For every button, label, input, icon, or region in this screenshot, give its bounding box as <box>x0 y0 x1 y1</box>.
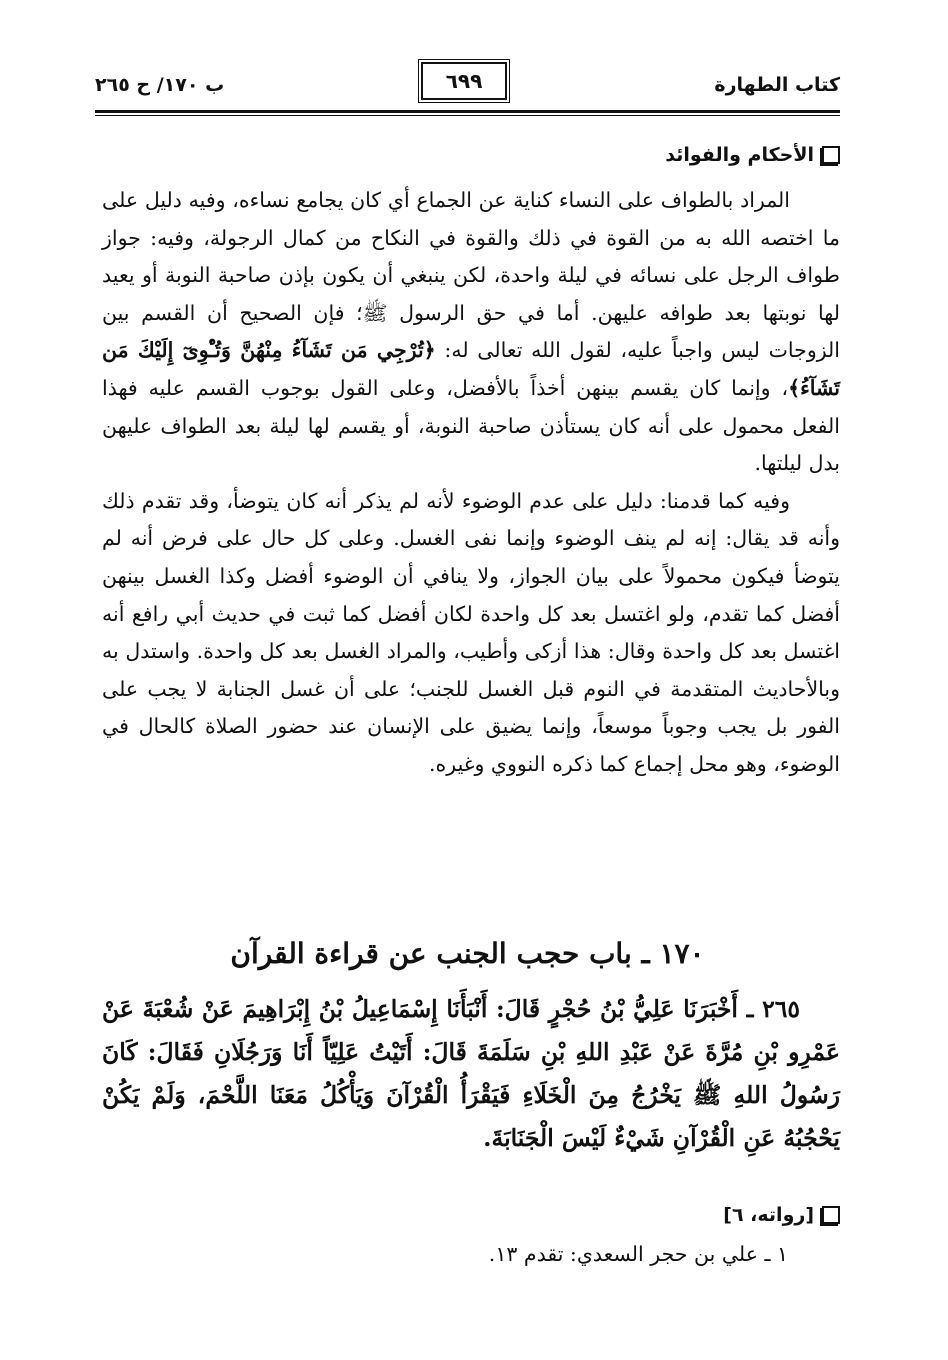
narrator-item: ١ ـ علي بن حجر السعدي: تقدم ١٣. <box>488 1242 788 1266</box>
header-rule <box>95 110 840 113</box>
book-title: كتاب الطهارة <box>714 74 840 96</box>
chapter-title: ١٧٠ ـ باب حجب الجنب عن قراءة القرآن <box>230 937 705 970</box>
paragraph-1-part-b: ، وإنما كان يقسم بينهن أخذاً بالأفضل، وعلى القول بوجوب القسم عليه فهذا الفعل محمول على أنه كان يستأذن صاحبة النوبة، أو يقسم لها ليلة بعد الطواف عليهن بدل ليلتها. <box>102 375 840 476</box>
page-number: ٦٩٩ <box>421 62 507 100</box>
rulings-paragraph-2: وفيه كما قدمنا: دليل على عدم الوضوء لأنه لم يذكر أنه كان يتوضأ، وقد تقدم ذلك وأنه قد يقال: إنه لم ينف الوضوء وإنما نفى الغسل. وعلى كل حال على فرض أنه لم يتوضأ فيكون محمولاً على بيان الجواز، ولا ينافي أن الوضوء أفضل وكذا الغسل بينهن أفضل كما تقدم، ولو اغتسل بعد كل واحدة لكان أفضل كما ثبت في حديث أبي رافع أنه اغتسل بعد كل واحدة وقال: هذا أزكى وأطيب، والمراد الغسل بعد كل واحدة. واستدل به وبالأحاديث المتقدمة في النوم قبل الغسل للجنب؛ على أن غسل الجنابة لا يجب على الفور بل يجب وجوباً موسعاً، وإنما يضيق على الإنسان عند حضور الصلاة كالحال في الوضوء، وهو محل إجماع كما ذكره النووي وغيره. <box>102 488 840 776</box>
rulings-body <box>102 182 840 784</box>
chapter-hadith-reference: ب ١٧٠/ ح ٢٦٥ <box>95 74 225 96</box>
hadith-text <box>102 988 840 1160</box>
header-rule-thin <box>95 115 840 116</box>
hadith-paragraph: ٢٦٥ ـ أَخْبَرَنَا عَلِيُّ بْنُ حُجْرٍ قَالَ: أَنْبَأَنَا إِسْمَاعِيلُ بْنُ إِبْرَاهِيمَ عَنْ شُعْبَةَ عَنْ عَمْرِو بْنِ مُرَّةَ عَنْ عَبْدِ اللهِ بْنِ سَلَمَةَ قَالَ: أَتَيْتُ عَلِيّاً أَنَا وَرَجُلَانِ فَقَالَ: كَانَ رَسُولُ اللهِ ﷺ يَخْرُجُ مِنَ الْخَلَاءِ فَيَقْرَأُ الْقُرْآنَ وَيَأْكُلُ مَعَنَا اللَّحْمَ، وَلَمْ يَكُنْ يَحْجُبُهُ عَنِ الْقُرْآنِ شَيْءٌ لَيْسَ الْجَنَابَةَ. <box>102 995 840 1152</box>
quran-verse: ﴿تُرْجِي مَن تَشَآءُ مِنْهُنَّ وَتُـْٔوِىٓ إِلَيْكَ مَن تَشَآءُ﴾ <box>102 338 840 400</box>
narrators-heading <box>723 1204 840 1226</box>
rulings-heading-text: الأحكام والفوائد <box>665 144 814 166</box>
square-bullet-icon <box>822 146 840 164</box>
square-bullet-icon <box>822 1206 840 1224</box>
page-header <box>95 70 840 110</box>
rulings-paragraph-1 <box>102 182 840 483</box>
rulings-heading <box>665 144 840 166</box>
paragraph-1-part-a: المراد بالطواف على النساء كناية عن الجماع أي كان يجامع نساءه، وفيه دليل على ما اختصه الله به من القوة في ذلك والقوة في النكاح من كمال الرجولة، وفيه: جواز طواف الرجل على نسائه في ليلة واحدة، لكن ينبغي أن يكون بإذن صاحبة النوبة أو يعيد لها نوبتها بعد طوافه عليهن. أما في حق الرسول ﷺ؛ فإن الصحيح أن القسم بين الزوجات ليس واجباً عليه، لقول الله تعالى له: <box>102 188 840 363</box>
narrators-heading-text: [رواته، ٦] <box>723 1204 814 1226</box>
